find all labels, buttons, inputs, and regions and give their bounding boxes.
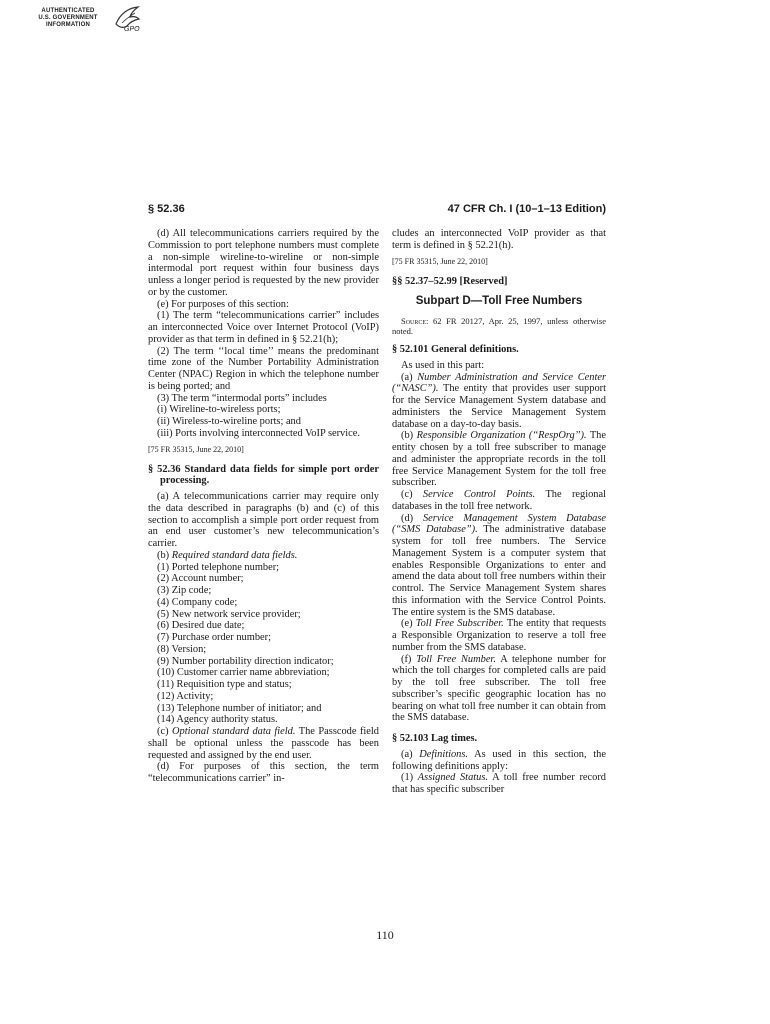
list-item: (7) Purchase order number; [157,632,271,643]
para-term: Required standard data fields. [171,549,298,561]
para-prefix: (c) [157,726,173,737]
paragraph [148,726,379,761]
running-head [148,203,606,217]
para-prefix: (a) [401,748,420,760]
paragraph: As used in this part: [401,359,485,371]
list-item: (14) Agency authority status. [157,714,278,726]
section-heading: § 52.103 Lag times. [392,733,478,744]
list-item: (6) Desired due date; [157,620,245,632]
list-item: (10) Customer carrier name abbreviation; [157,667,330,679]
list-item: (11) Requisition type and status; [157,679,292,690]
para-text: A toll free number record that has specific subscriber [392,772,606,795]
definition-item [392,372,606,431]
seal-line: INFORMATION [45,22,91,28]
page-number: 110 [376,928,394,942]
paragraph: (iii) Ports involving interconnected VoIP service. [157,427,360,439]
source-citation: [75 FR 35315, June 22, 2010] [148,444,244,454]
seal-line: U.S. GOVERNMENT [38,15,98,21]
para-prefix: (c) [401,489,423,500]
definition-term: Toll Free Subscriber. [415,618,504,630]
definition-item [392,618,606,653]
left-column [148,228,379,785]
para-text: As used in this section, the following definitions apply: [392,748,606,772]
edition-label: 47 CFR Ch. I (10–1–13 Edition) [447,203,606,215]
para-prefix: (f) [401,653,417,665]
list-item: (1) Ported telephone number; [157,561,280,573]
definition-text: The entity that requests a Responsible Organization to reserve a toll free number from the SMS database. [392,618,606,653]
definition-term: Service Management System Database (“SMS Database”). [392,512,607,536]
definition-term: Toll Free Number. [416,653,496,665]
para-term: Definitions. [419,748,469,760]
paragraph: (ii) Wireless-to-wireline ports; and [157,416,301,427]
paragraph: (1) The term “telecommunications carrier” includes an interconnected Voice over Internet Protocol (VoIP) provider as that term in defined in § 52.21(h); [148,310,379,345]
source-label: Source: [401,316,429,326]
list-item: (9) Number portability direction indicator; [157,655,334,667]
definition-text: The entity chosen by a toll free subscriber to manage and administer the appropriate records in the toll free Service Management System for the toll free subscriber. [392,430,606,489]
definition-term: Responsible Organization (‘‘RespOrg’’). [416,430,587,442]
section-heading: §§ 52.37–52.99 [Reserved] [392,275,508,287]
list-item: (12) Activity; [157,690,214,702]
right-column [392,228,606,796]
list-item: (8) Version; [157,643,207,655]
para-prefix: (b) [401,430,417,442]
paragraph [148,550,379,562]
source-citation: [75 FR 35315, June 22, 2010] [392,256,488,266]
para-text: The Passcode field shall be optional unless the passcode has been requested and assigned by the end user. [148,726,379,761]
gpo-mark: GPO [124,26,140,33]
paragraph: (3) The term “intermodal ports” includes [157,392,327,404]
para-term: Optional standard data field. [172,726,296,737]
paragraph: (d) For purposes of this section, the term “telecommunications carrier” in- [148,761,379,784]
paragraph: (2) The term ‘‘local time’’ means the predominant time zone of the Number Portability Administration Center (NPAC) Region in which the telephone number is being ported; and [148,345,379,392]
definition-text: The entity that provides user support for the Service Management System database and administers the Service Management System database on a day-to-day basis. [392,383,606,430]
section-heading: § 52.101 General definitions. [392,344,519,355]
definition-item [392,654,606,725]
paragraph: (i) Wireline-to-wireless ports; [157,404,281,416]
source-text: 62 FR 20127, Apr. 25, 1997, unless otherwise noted. [392,316,606,336]
section-heading: § 52.36 Standard data fields for simple port order processing. [148,463,379,487]
paragraph: (d) All telecommunications carriers required by the Commission to port telephone numbers must complete a non-simple wireline-to-wireline or non-simple intermodal port request within four business days unless a longer period is requested by the new provider or by the customer. [148,228,379,298]
seal-line: AUTHENTICATED [41,8,95,14]
seal-text [28,8,108,29]
paragraph: cludes an interconnected VoIP provider as that term is defined in § 52.21(h). [392,228,606,251]
definition-text: A telephone number for which the toll charges for completed calls are paid by the toll free subscriber. The toll free subscriber’s specific geographic location has no bearing on what toll free number it can obtain from the SMS database. [392,653,606,724]
paragraph: (e) For purposes of this section: [157,298,289,310]
paragraph [392,749,606,773]
list-item: (5) New network service provider; [157,608,301,620]
list-item: (4) Company code; [157,596,238,608]
para-prefix: (d) [401,512,423,524]
para-prefix: (b) [157,549,172,561]
list-item: (3) Zip code; [157,585,212,596]
para-prefix: (e) [401,618,416,630]
definition-item [392,489,606,513]
para-term: Assigned Status. [417,772,488,784]
paragraph [392,772,606,796]
gpo-authentication-seal [28,4,148,44]
subpart-heading: Subpart D—Toll Free Numbers [415,295,583,308]
definition-item [392,513,606,619]
paragraph: (a) A telecommunications carrier may require only the data described in paragraphs (b) and (c) of this section to accomplish a simple port order request from an end user customer’s new telecommunication’s carrier. [148,491,379,549]
para-prefix: (a) [401,371,418,383]
list-item: (13) Telephone number of initiator; and [157,702,322,714]
definition-item [392,430,606,489]
definition-term: Number Administration and Service Center (“NASC”). [392,371,606,395]
definition-text: The administrative database system for toll free numbers. The Service Management System is a computer system that enables Responsible Organizations to enter and amend the data about toll free numbers within their control. The Service Management System shares this information with the Service Control Points. The entire system is the SMS database. [392,524,606,618]
source-note [392,316,606,336]
section-label: § 52.36 [148,203,185,215]
list-item: (2) Account number; [157,573,244,585]
definition-text: The regional databases in the toll free network. [392,489,606,512]
definition-term: Service Control Points. [422,489,536,500]
para-prefix: (1) [401,772,418,784]
